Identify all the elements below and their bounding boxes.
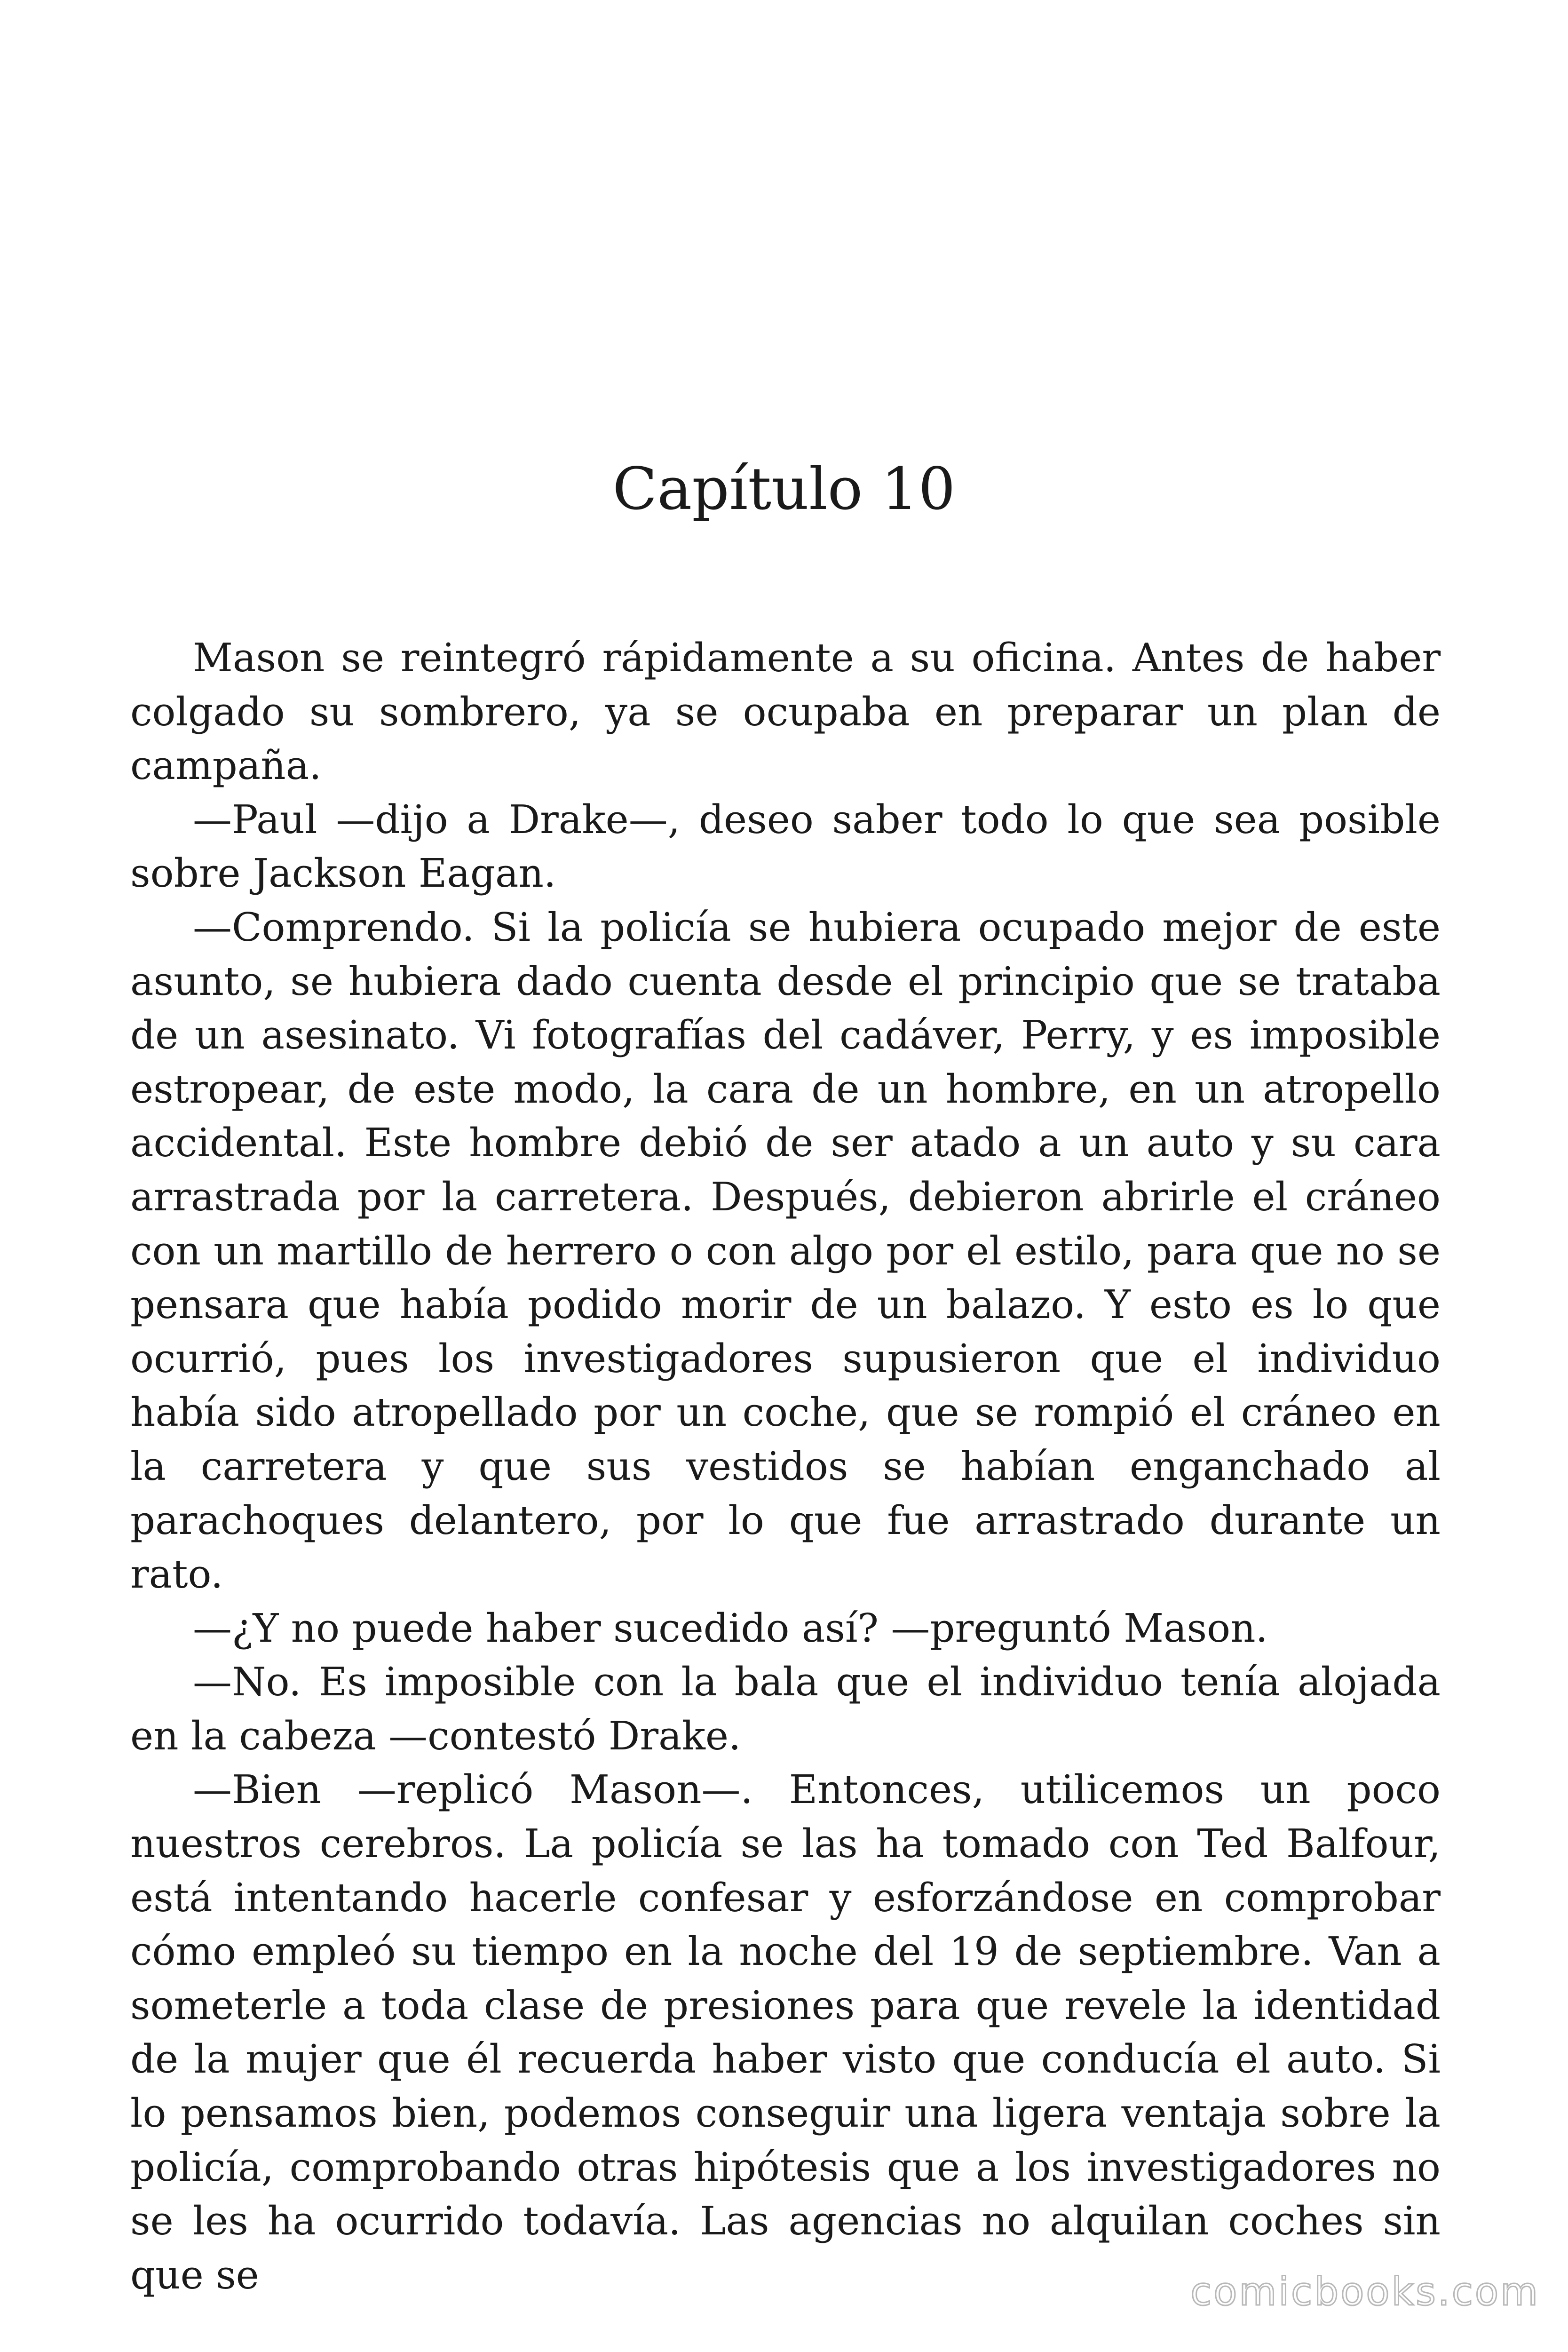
watermark: comicbooks.com xyxy=(1190,2270,1540,2314)
paragraph: —Bien —replicó Mason—. Entonces, utilicemos un poco nuestros cerebros. La policía se las ha tomado con Ted Balfour, está intentando hacerle confesar y esforzándose en comprobar cómo empleó su tiempo en la noche del 19 de septiembre. Van a someterle a toda clase de presiones para que revele la identidad de la mujer que él recuerda haber visto que conducía el auto. Si lo pensamos bien, podemos conseguir una ligera ventaja sobre la policía, comprobando otras hipótesis que a los investigadores no se les ha ocurrido todavía. Las agencias no alquilan coches sin que se xyxy=(130,1767,1441,2298)
paragraph: —¿Y no puede haber sucedido así? —preguntó Mason. xyxy=(193,1605,1268,1651)
paragraph: —No. Es imposible con la bala que el individuo tenía alojada en la cabeza —contestó Drake. xyxy=(130,1659,1441,1759)
chapter-body xyxy=(130,631,1441,2302)
chapter-title: Capítulo 10 xyxy=(612,455,956,523)
paragraph: Mason se reintegró rápidamente a su oficina. Antes de haber colgado su sombrero, ya se ocupaba en preparar un plan de campaña. xyxy=(130,635,1441,789)
paragraph: —Comprendo. Si la policía se hubiera ocupado mejor de este asunto, se hubiera dado cuenta desde el principio que se trataba de un asesinato. Vi fotografías del cadáver, Perry, y es imposible estropear, de este modo, la cara de un hombre, en un atropello accidental. Este hombre debió de ser atado a un auto y su cara arrastrada por la carretera. Después, debieron abrirle el cráneo con un martillo de herrero o con algo por el estilo, para que no se pensara que había podido morir de un balazo. Y esto es lo que ocurrió, pues los investigadores supusieron que el individuo había sido atropellado por un coche, que se rompió el cráneo en la carretera y que sus vestidos se habían enganchado al parachoques delantero, por lo que fue arrastrado durante un rato. xyxy=(130,904,1441,1597)
paragraph: —Paul —dijo a Drake—, deseo saber todo lo que sea posible sobre Jackson Eagan. xyxy=(130,796,1441,897)
